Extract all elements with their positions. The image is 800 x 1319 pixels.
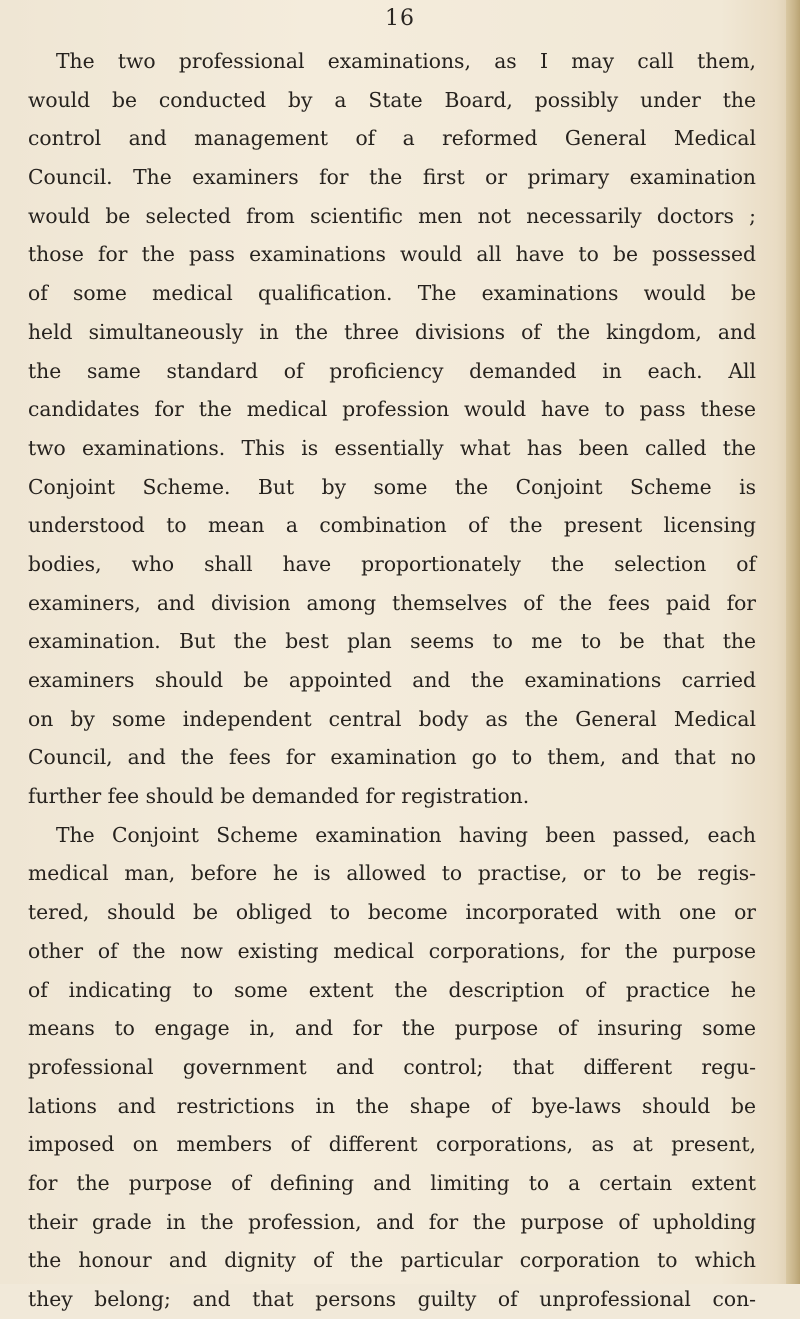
text-line: for the purpose of defining and limiting to a certain extent [28,1170,756,1195]
text-line: medical man, before he is allowed to practise, or to be regis- [28,861,756,886]
text-line: on by some independent central body as the General Medical [28,706,756,731]
text-line: imposed on members of different corporations, as at present, [28,1132,756,1157]
text-line: two examinations. This is essentially what has been called the [28,435,756,460]
text-line: held simultaneously in the three divisions of the kingdom, and [28,319,756,344]
text-line: further fee should be demanded for registration. [28,784,530,809]
text-line: their grade in the profession, and for the purpose of upholding [28,1209,756,1234]
text-line: bodies, who shall have proportionately the selection of [28,551,756,576]
text-line: those for the pass examinations would all have to be possessed [28,242,756,267]
text-line: lations and restrictions in the shape of bye-laws should be [28,1093,756,1118]
text-line: understood to mean a combination of the present licensing [28,513,756,538]
text-line: The Conjoint Scheme examination having been passed, each [56,822,756,847]
page-number: 16 [385,6,415,31]
body-text [28,42,756,1319]
text-line: control and management of a reformed General Medical [28,126,756,151]
text-line: Conjoint Scheme. But by some the Conjoint Scheme is [28,474,756,499]
text-line: tered, should be obliged to become incorporated with one or [28,900,756,925]
text-line: other of the now existing medical corporations, for the purpose [28,938,756,963]
text-line: of some medical qualification. The examinations would be [28,281,756,306]
text-line: of indicating to some extent the description of practice he [28,977,756,1002]
page-edge [786,0,800,1284]
text-line: would be selected from scientific men not necessarily doctors ; [28,203,756,228]
text-line: candidates for the medical profession would have to pass these [28,397,756,422]
text-line: Council. The examiners for the first or primary examination [28,165,756,190]
text-line: Council, and the fees for examination go to them, and that no [28,745,756,770]
text-line: The two professional examinations, as I may call them, [56,49,756,73]
text-line: the honour and dignity of the particular corporation to which [28,1248,756,1273]
text-line: professional government and control; that different regu- [28,1054,756,1079]
text-line: they belong; and that persons guilty of unprofessional con- [28,1287,756,1311]
text-line: examiners, and division among themselves of the fees paid for [28,590,756,615]
text-line: examination. But the best plan seems to me to be that the [28,629,756,654]
text-line: means to engage in, and for the purpose of insuring some [28,1016,756,1041]
text-line: would be conducted by a State Board, possibly under the [28,87,756,112]
text-line: the same standard of proficiency demanded in each. All [28,358,756,383]
text-line: examiners should be appointed and the examinations carried [28,668,756,692]
